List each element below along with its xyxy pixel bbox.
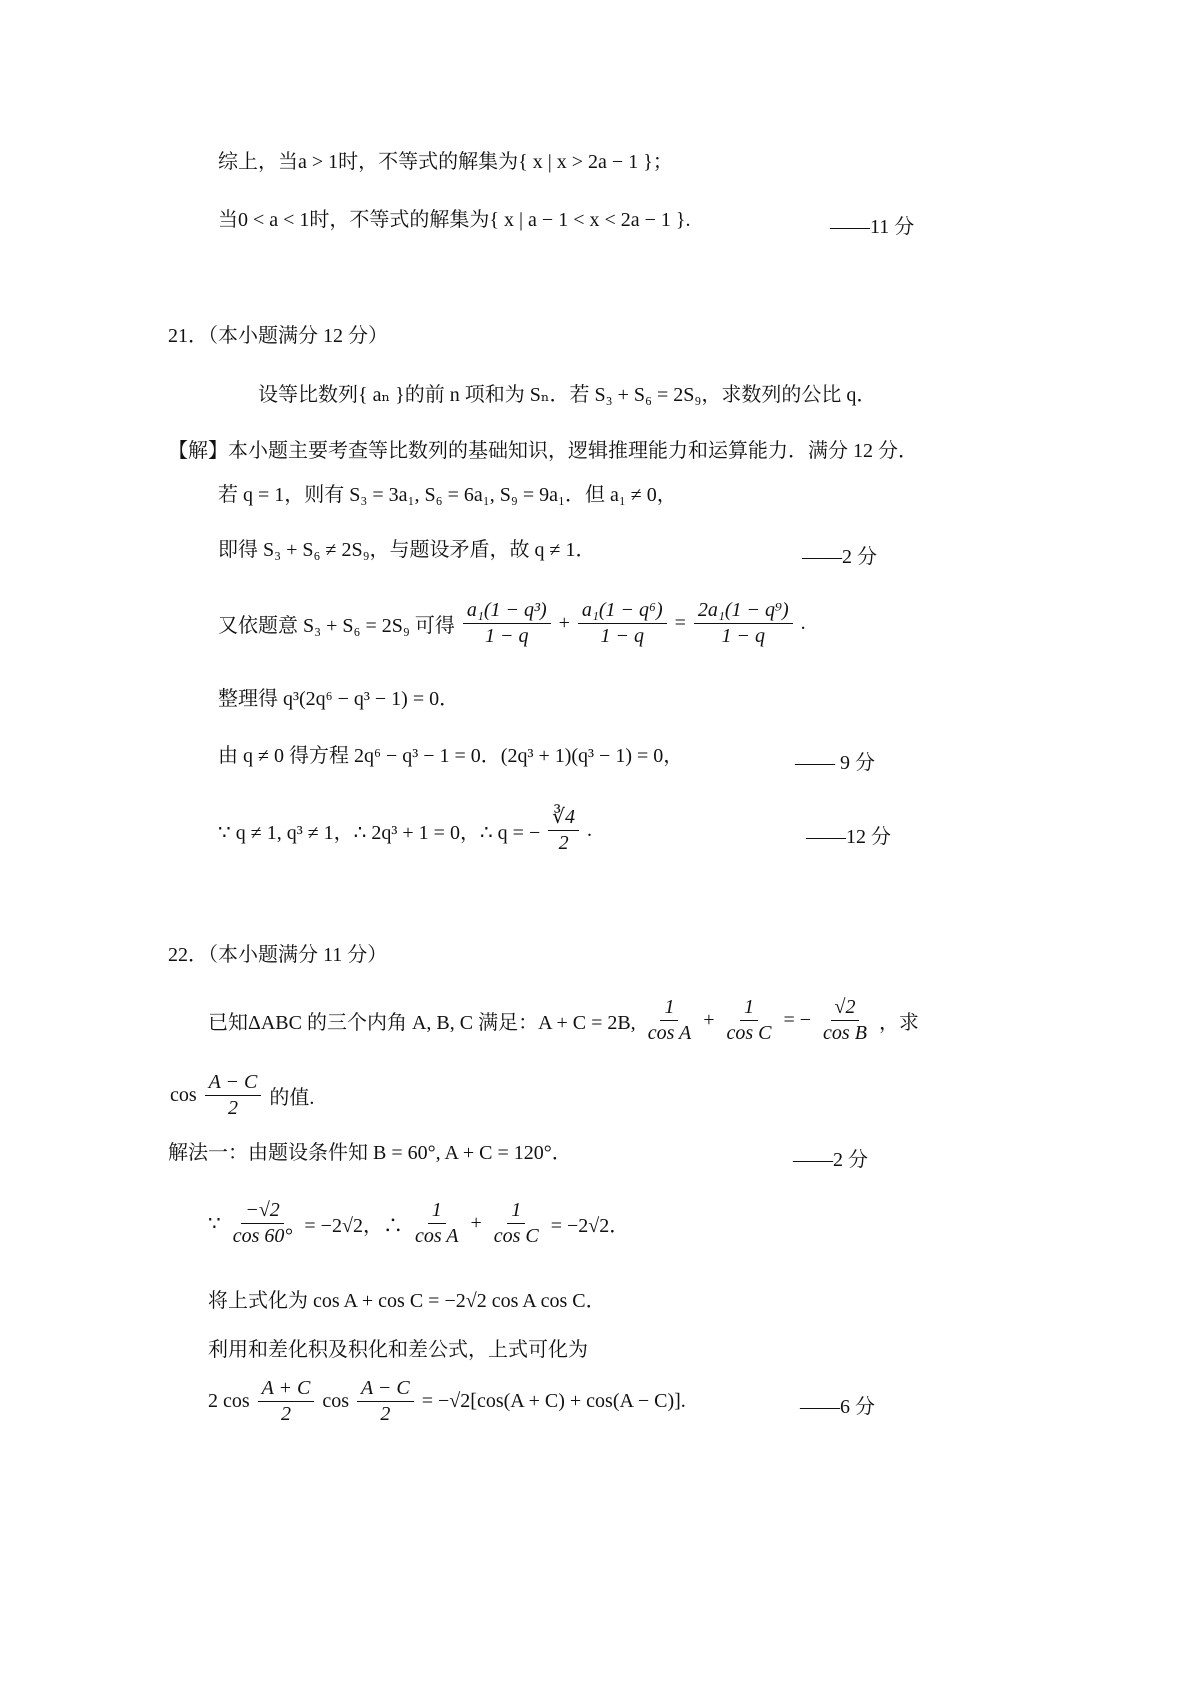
fraction	[258, 1376, 315, 1427]
statement-end: 的值.	[269, 1087, 315, 1109]
because-symbol: ∵	[208, 1213, 221, 1235]
score-mark: ——2 分	[802, 546, 877, 568]
fraction	[819, 995, 871, 1046]
step-3-prefix: 又依题意 S₃ + S₆ = 2S₉ 可得	[218, 615, 455, 637]
statement-end: ，求	[878, 1012, 919, 1034]
fraction	[548, 805, 579, 856]
solution-step-6	[218, 805, 592, 856]
step-text: = −2√2．	[550, 1215, 630, 1237]
fraction	[463, 598, 551, 649]
statement-prefix: 已知ΔABC 的三个内角 A, B, C 满足：A + C = 2B,	[208, 1012, 636, 1034]
step-text: = −2√2，∴	[304, 1215, 403, 1237]
plus-sign: +	[703, 1009, 715, 1031]
solution-method-1: 解法一：由题设条件知 B = 60°, A + C = 120°．	[168, 1142, 572, 1164]
denominator: 2	[228, 1097, 239, 1119]
conclusion-line-1: 综上，当a > 1时，不等式的解集为{ x | x > 2a − 1 }；	[218, 151, 673, 173]
period: .	[587, 819, 592, 841]
numerator: 1	[740, 995, 758, 1021]
denominator: 2	[380, 1403, 391, 1425]
fraction	[694, 598, 793, 649]
denominator: 1 − q	[484, 625, 529, 647]
period: .	[800, 612, 806, 634]
plus-sign: +	[470, 1212, 482, 1234]
step-text: 2 cos	[208, 1390, 250, 1412]
question-21-heading: 21．（本小题满分 12 分）	[168, 325, 388, 347]
denominator: 1 − q	[721, 625, 766, 647]
denominator: 1 − q	[600, 625, 645, 647]
numerator: 2a₁(1 − q⁹)	[694, 598, 793, 624]
step-text: cos	[322, 1390, 350, 1412]
denominator: cos A	[647, 1022, 692, 1044]
numerator: 1	[428, 1198, 446, 1224]
fraction	[357, 1376, 414, 1427]
denominator: cos 60°	[232, 1225, 293, 1247]
fraction	[722, 995, 775, 1046]
solution-step-5	[208, 1376, 686, 1427]
numerator: −√2	[241, 1198, 283, 1224]
score-mark: ——11 分	[830, 216, 915, 238]
denominator: cos C	[493, 1225, 539, 1247]
equals-sign: = −	[783, 1009, 812, 1031]
denominator: cos A	[414, 1225, 459, 1247]
numerator: √2	[831, 995, 860, 1021]
denominator: 2	[558, 832, 569, 854]
numerator: A − C	[357, 1376, 414, 1402]
denominator: cos B	[823, 1022, 867, 1044]
fraction	[490, 1198, 543, 1249]
score-mark: ——6 分	[800, 1396, 875, 1418]
solution-step-5: 由 q ≠ 0 得方程 2q⁶ − q³ − 1 = 0．(2q³ + 1)(q³ − 1) = 0，	[218, 745, 684, 767]
fraction	[644, 995, 696, 1046]
equals-sign: =	[674, 612, 686, 634]
solution-step-2: 即得 S₃ + S₆ ≠ 2S₉，与题设矛盾，故 q ≠ 1．	[218, 539, 596, 561]
score-mark: ——12 分	[806, 826, 891, 848]
solution-step-4: 整理得 q³(2q⁶ − q³ − 1) = 0．	[218, 688, 460, 710]
question-22-heading: 22．（本小题满分 11 分）	[168, 944, 388, 966]
question-22-statement	[208, 995, 919, 1046]
question-22-statement-continued	[170, 1070, 314, 1121]
denominator: cos C	[726, 1022, 772, 1044]
fraction	[411, 1198, 463, 1249]
question-21-statement: 设等比数列{ aₙ }的前 n 项和为 Sₙ．若 S₃ + S₆ = 2S₉，求数列的公比 q．	[258, 384, 877, 406]
score-mark: —— 9 分	[795, 752, 875, 774]
fraction	[229, 1198, 297, 1249]
denominator: 2	[281, 1403, 292, 1425]
question-21-solution-intro: 【解】本小题主要考查等比数列的基础知识，逻辑推理能力和运算能力．满分 12 分．	[168, 440, 918, 462]
cos-label: cos	[170, 1084, 197, 1106]
solution-step-3	[218, 598, 806, 649]
solution-step-2	[208, 1198, 629, 1249]
step-6-prefix: ∵ q ≠ 1, q³ ≠ 1，∴ 2q³ + 1 = 0，∴ q = −	[218, 822, 541, 844]
fraction	[205, 1070, 262, 1121]
numerator: A + C	[258, 1376, 315, 1402]
score-mark: ——2 分	[793, 1149, 868, 1171]
numerator: 1	[660, 995, 678, 1021]
solution-step-3: 将上式化为 cos A + cos C = −2√2 cos A cos C．	[208, 1290, 606, 1312]
numerator: ∛4	[548, 805, 579, 831]
conclusion-line-2: 当0 < a < 1时，不等式的解集为{ x | a − 1 < x < 2a − 1 }.	[218, 209, 691, 231]
numerator: a₁(1 − q⁶)	[578, 598, 667, 624]
plus-sign: +	[558, 612, 570, 634]
solution-step-1: 若 q = 1，则有 S₃ = 3a₁, S₆ = 6a₁, S₉ = 9a₁．但 a₁ ≠ 0，	[218, 484, 677, 506]
numerator: A − C	[205, 1070, 262, 1096]
step-text: = −√2[cos(A + C) + cos(A − C)].	[421, 1390, 686, 1412]
solution-step-4: 利用和差化积及积化和差公式，上式可化为	[208, 1339, 588, 1361]
numerator: a₁(1 − q³)	[463, 598, 551, 624]
fraction	[578, 598, 667, 649]
numerator: 1	[507, 1198, 525, 1224]
